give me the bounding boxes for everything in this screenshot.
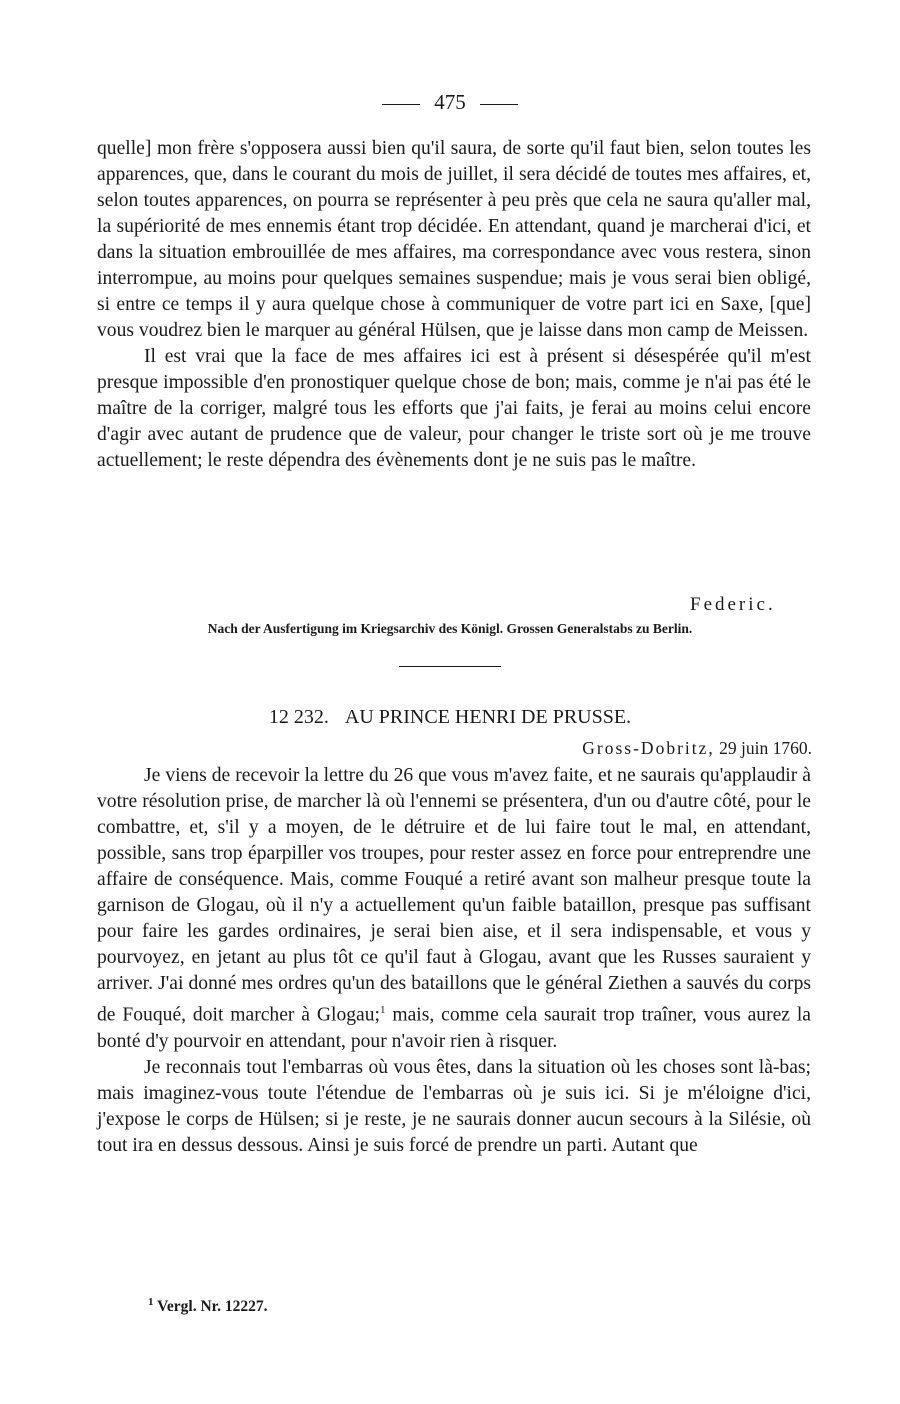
letter-number: 12 232. <box>268 706 329 728</box>
footnote-reference: 1 <box>379 1004 386 1016</box>
letter-dateline <box>440 738 812 759</box>
letter-date: 29 juin 1760. <box>719 738 812 758</box>
header-dash-left <box>382 104 420 105</box>
letter-paragraph-1-continued: mais, comme cela saurait trop traîner, vous aurez la bonté d'y pourvoir en attendant, pour n'avoir rien à risquer. <box>97 1004 811 1052</box>
source-note: Nach der Ausfertigung im Kriegsarchiv des Königl. Grossen Generalstabs zu Berlin. <box>207 621 693 636</box>
page-number: 475 <box>434 90 466 114</box>
letter-paragraph-1-text: Je viens de recevoir la lettre du 26 que vous m'avez faite, et ne saurais qu'applaudir à votre résolution prise, de marcher là où l'ennemi se présentera, d'un ou d'autre côté, pour le combattre, et, s'il y a moyen, de le détruire et de lui faire tout le mal, en attendant, possible, sans trop éparpiller vos troupes, pour rester assez en force pour entreprendre une affaire de conséquence. Mais, comme Fouqué a retiré avant son malheur presque toute la garnison de Glogau, où il n'y a actuellement qu'un faible bataillon, presque pas suffisant pour faire les gardes ordinaires, je serai bien aise, et il sera indispensable, et vous y pourvoyez, en jetant au plus tôt ce qu'il faut à Glogau, avant que les Russes sauraient y arriver. J'ai donné mes ordres qu'un des bataillons que le général Ziethen a sauvés du corps de Fouqué, doit marcher à Glogau; <box>97 765 811 1026</box>
letter-heading <box>0 706 900 729</box>
footnote <box>148 1296 267 1316</box>
letter-paragraph-2: Je reconnais tout l'embarras où vous êtes, dans la situation où les choses sont là-bas; mais imaginez-vous toute l'étendue de l'embarras où je suis ici. Si je m'éloigne d'ici, j'expose le corps de Hülsen; si je reste, je ne saurais donner aucun secours à la Silésie, où tout ira en dessus dessous. Ainsi je suis forcé de prendre un parti. Autant que <box>97 1056 811 1156</box>
header-dash-right <box>480 104 518 105</box>
continuation-paragraph-1: quelle] mon frère s'opposera aussi bien qu'il saura, de sorte qu'il faut bien, selon toutes les apparences, que, dans le courant du mois de juillet, il sera décidé de toutes mes affaires, et, selon toutes apparences, on pourra se représenter à peu près que cela ne saura qu'aller mal, la supériorité de mes ennemis étant trop décidée. En attendant, quand je marcherai d'ici, et dans la situation embrouillée de mes affaires, ma correspondance avec vous restera, sinon interrompue, au moins pour quelques semaines suspendue; mais je vous serai bien obligé, si entre ce temps il y aura quelque chose à communiquer de votre part ici en Saxe, [que] vous voudrez bien le marquer au général Hülsen, que je laisse dans mon camp de Meissen. <box>97 138 811 341</box>
footnote-text: Vergl. Nr. 12227. <box>157 1298 268 1316</box>
letter-place: Gross-Dobritz, <box>582 738 715 758</box>
signature: Federic. <box>690 594 776 615</box>
continuation-text <box>97 136 811 474</box>
letter-body <box>97 763 811 1159</box>
page-header <box>0 90 900 115</box>
letter-paragraph-1 <box>97 763 811 1055</box>
footnote-marker: 1 <box>148 1296 154 1308</box>
section-divider <box>399 666 501 667</box>
continuation-paragraph-2: Il est vrai que la face de mes affaires ici est à présent si désespérée qu'il m'est presque impossible d'en pronostiquer quelque chose de bon; mais, comme je n'ai pas été le maître de la corriger, malgré tous les efforts que j'ai faits, je ferai au moins celui encore d'agir avec autant de prudence que de valeur, pour changer le triste sort où je me trouve actuellement; le reste dépendra des évènements dont je ne suis pas le maître. <box>97 346 811 471</box>
letter-title: AU PRINCE HENRI DE PRUSSE. <box>344 706 632 728</box>
